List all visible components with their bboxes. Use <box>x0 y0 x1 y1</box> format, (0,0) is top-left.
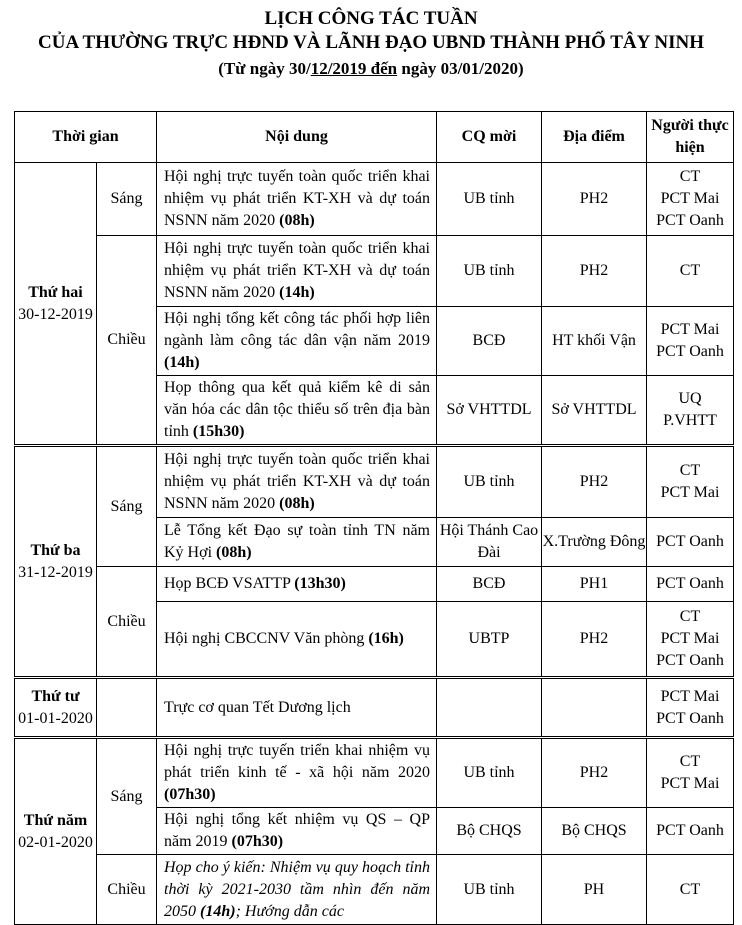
event-inviter: Sở VHTTDL <box>437 376 542 446</box>
event-content: Họp BCĐ VSATTP (13h30) <box>157 567 437 602</box>
title-line-1: LỊCH CÔNG TÁC TUẦN <box>264 8 478 29</box>
event-inviter: UB tỉnh <box>437 855 542 925</box>
event-content: Hội nghị tổng kết nhiệm vụ QS – QP năm 2019 (07h30) <box>157 808 437 855</box>
event-inviter: BCĐ <box>437 567 542 602</box>
event-performers: CT PCT Mai PCT Oanh <box>647 163 734 236</box>
event-performers: PCT Mai PCT Oanh <box>647 678 734 738</box>
event-content: Hội nghị CBCCNV Văn phòng (16h) <box>157 602 437 678</box>
header-time: Thời gian <box>15 112 157 163</box>
event-location: PH <box>542 855 647 925</box>
event-performers: PCT Oanh <box>647 518 734 567</box>
event-location <box>542 678 647 738</box>
event-location: PH2 <box>542 602 647 678</box>
event-performers: PCT Oanh <box>647 567 734 602</box>
event-performers: CT PCT Mai PCT Oanh <box>647 602 734 678</box>
event-location: PH2 <box>542 738 647 808</box>
event-location: X.Trường Đông <box>542 518 647 567</box>
event-inviter: Hội Thánh Cao Đài <box>437 518 542 567</box>
event-performers: PCT Oanh <box>647 808 734 855</box>
event-performers: PCT Mai PCT Oanh <box>647 307 734 376</box>
session-label: Sáng <box>97 446 157 567</box>
header-content: Nội dung <box>157 112 437 163</box>
event-location: Sở VHTTDL <box>542 376 647 446</box>
event-content: Hội nghị trực tuyến toàn quốc triển khai nhiệm vụ phát triển KT-XH và dự toán NSNN năm 2020 (08h) <box>157 163 437 236</box>
session-label: Chiều <box>97 855 157 925</box>
day-cell: Thứ hai 30-12-2019 <box>15 163 97 446</box>
date-range: (Từ ngày 30/12/2019 đến ngày 03/01/2020) <box>218 59 524 78</box>
event-location: PH1 <box>542 567 647 602</box>
session-label <box>97 678 157 738</box>
session-label: Chiều <box>97 236 157 446</box>
title-line-2: CỦA THƯỜNG TRỰC HĐND VÀ LÃNH ĐẠO UBND THÀNH PHỐ TÂY NINH <box>38 32 704 53</box>
event-performers: CT <box>647 855 734 925</box>
event-performers: UQ P.VHTT <box>647 376 734 446</box>
event-inviter: BCĐ <box>437 307 542 376</box>
event-location: PH2 <box>542 236 647 307</box>
event-location: HT khối Vận <box>542 307 647 376</box>
event-location: PH2 <box>542 163 647 236</box>
header-inviter: CQ mời <box>437 112 542 163</box>
event-content: Họp thông qua kết quả kiểm kê di sản văn hóa các dân tộc thiểu số trên địa bàn tỉnh (15h30) <box>157 376 437 446</box>
event-inviter: UB tỉnh <box>437 236 542 307</box>
event-performers: CT PCT Mai <box>647 446 734 518</box>
event-content: Hội nghị tổng kết công tác phối hợp liên ngành làm công tác dân vận năm 2019 (14h) <box>157 307 437 376</box>
header-performer: Người thực hiện <box>647 112 734 163</box>
session-label: Chiều <box>97 567 157 678</box>
event-performers: CT <box>647 236 734 307</box>
event-location: Bộ CHQS <box>542 808 647 855</box>
event-content: Hội nghị trực tuyến triển khai nhiệm vụ phát triển kinh tế - xã hội năm 2020 (07h30) <box>157 738 437 808</box>
header-location: Địa điểm <box>542 112 647 163</box>
event-content: Trực cơ quan Tết Dương lịch <box>157 678 437 738</box>
session-label: Sáng <box>97 738 157 855</box>
event-content: Hội nghị trực tuyến toàn quốc triển khai nhiệm vụ phát triển KT-XH và dự toán NSNN năm 2020 (08h) <box>157 446 437 518</box>
session-label: Sáng <box>97 163 157 236</box>
event-content: Lễ Tổng kết Đạo sự toàn tỉnh TN năm Kỷ Hợi (08h) <box>157 518 437 567</box>
schedule-table <box>14 111 734 925</box>
event-inviter: UBTP <box>437 602 542 678</box>
event-performers: CT PCT Mai <box>647 738 734 808</box>
event-inviter <box>437 678 542 738</box>
event-inviter: UB tỉnh <box>437 163 542 236</box>
event-content: Hội nghị trực tuyến toàn quốc triển khai nhiệm vụ phát triển KT-XH và dự toán NSNN năm 2020 (14h) <box>157 236 437 307</box>
event-inviter: Bộ CHQS <box>437 808 542 855</box>
event-inviter: UB tỉnh <box>437 738 542 808</box>
day-cell: Thứ năm 02-01-2020 <box>15 738 97 925</box>
event-location: PH2 <box>542 446 647 518</box>
day-cell: Thứ ba 31-12-2019 <box>15 446 97 678</box>
event-content: Họp cho ý kiến: Nhiệm vụ quy hoạch tỉnh thời kỳ 2021-2030 tầm nhìn đến năm 2050 (14h); Hướng dẫn các <box>157 855 437 925</box>
day-cell: Thứ tư 01-01-2020 <box>15 678 97 738</box>
event-inviter: UB tỉnh <box>437 446 542 518</box>
